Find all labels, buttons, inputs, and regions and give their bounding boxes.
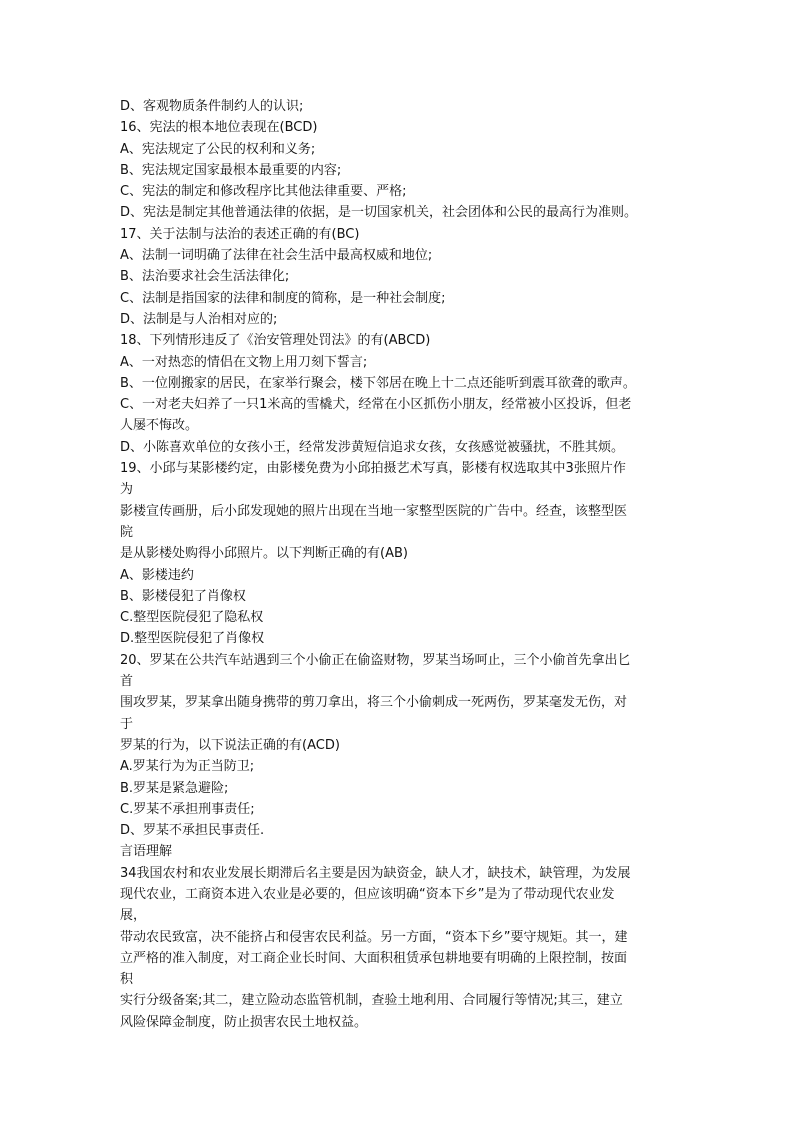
option-line: C、宪法的制定和修改程序比其他法律重要、严格; xyxy=(120,184,407,200)
option-line: B.罗某是紧急避险; xyxy=(120,780,229,796)
option-line: D、宪法是制定其他普通法律的依据，是一切国家机关，社会团体和公民的最高行为准则。 xyxy=(120,205,638,221)
paragraph-line: 34我国农村和农业发展长期滞后名主要是因为缺资金，缺人才，缺技术，缺管理，为发展 xyxy=(120,865,631,881)
text-line: 于 xyxy=(120,716,134,732)
option-line: D、法制是与人治相对应的; xyxy=(120,311,278,327)
question-heading: 16、宪法的根本地位表现在(BCD) xyxy=(120,120,318,136)
option-line: A、法制一词明确了法律在社会生活中最高权威和地位; xyxy=(120,248,433,264)
paragraph-line: 带动农民致富，决不能挤占和侵害农民利益。另一方面，“资本下乡”要守规矩。其一，建 xyxy=(120,929,628,945)
paragraph-line: 立严格的准入制度，对工商企业长时间、大面积租赁承包耕地要有明确的上限控制，按面 xyxy=(120,950,628,966)
option-line: C.整型医院侵犯了隐私权 xyxy=(120,610,264,626)
question-heading: 17、关于法制与法治的表述正确的有(BC) xyxy=(120,226,360,242)
text-line: D、客观物质条件制约人的认识; xyxy=(120,99,304,114)
option-line: A、宪法规定了公民的权利和义务; xyxy=(120,141,316,157)
option-line: A、一对热恋的情侣在文物上用刀刻下誓言; xyxy=(120,354,368,370)
section-heading: 言语理解 xyxy=(120,844,173,860)
paragraph-line: 展， xyxy=(120,908,147,924)
option-line: B、法治要求社会生活法律化; xyxy=(120,269,290,285)
text-line: 是从影楼处购得小邱照片。以下判断正确的有(AB) xyxy=(120,546,408,562)
paragraph-line: 积 xyxy=(120,972,134,988)
paragraph-line: 风险保障金制度，防止损害农民土地权益。 xyxy=(120,1014,368,1030)
option-line: C.罗某不承担刑事责任; xyxy=(120,801,255,817)
question-heading: 19、小邱与某影楼约定，由影楼免费为小邱拍摄艺术写真，影楼有权选取其中3张照片作 xyxy=(120,461,626,477)
option-line: B、一位刚搬家的居民，在家举行聚会，楼下邻居在晚上十二点还能听到震耳欲聋的歌声。 xyxy=(120,375,636,391)
option-line: D、罗某不承担民事责任. xyxy=(120,823,265,839)
question-heading: 18、下列情形违反了《治安管理处罚法》的有(ABCD) xyxy=(120,333,431,349)
text-line: 人屡不悔改。 xyxy=(120,418,199,434)
option-line: A.罗某行为为正当防卫; xyxy=(120,759,255,775)
paragraph-line: 实行分级备案;其二，建立险动态监管机制，查验土地利用、合同履行等情况;其三，建立 xyxy=(120,993,623,1009)
option-line: D、小陈喜欢单位的女孩小王，经常发涉黄短信追求女孩，女孩感觉被骚扰，不胜其烦。 xyxy=(120,439,625,455)
question-heading: 20、罗某在公共汽车站遇到三个小偷正在偷盗财物，罗某当场呵止，三个小偷首先拿出匕 xyxy=(120,652,631,668)
text-line: 围攻罗某，罗某拿出随身携带的剪刀拿出，将三个小偷刺成一死两伤，罗某毫发无伤，对 xyxy=(120,695,628,711)
option-line: C、一对老夫妇养了一只1米高的雪橇犬，经常在小区抓伤小朋友，经常被小区投诉，但老 xyxy=(120,397,632,413)
text-line: 首 xyxy=(120,674,134,690)
paragraph-line: 现代农业，工商资本进入农业是必要的，但应该明确“资本下乡”是为了带动现代农业发 xyxy=(120,886,615,902)
option-line: D.整型医院侵犯了肖像权 xyxy=(120,631,265,647)
option-line: B、宪法规定国家最根本最重要的内容; xyxy=(120,162,342,178)
option-line: C、法制是指国家的法律和制度的简称，是一种社会制度; xyxy=(120,290,446,306)
text-line: 为 xyxy=(120,482,134,498)
document-body xyxy=(120,96,680,1033)
text-line: 影楼宣传画册，后小邱发现她的照片出现在当地一家整型医院的广告中。经查，该整型医 xyxy=(120,503,628,519)
text-line: 院 xyxy=(120,524,134,540)
option-line: A、影楼违约 xyxy=(120,567,194,583)
text-line: 罗某的行为，以下说法正确的有(ACD) xyxy=(120,737,340,753)
option-line: B、影楼侵犯了肖像权 xyxy=(120,588,246,604)
